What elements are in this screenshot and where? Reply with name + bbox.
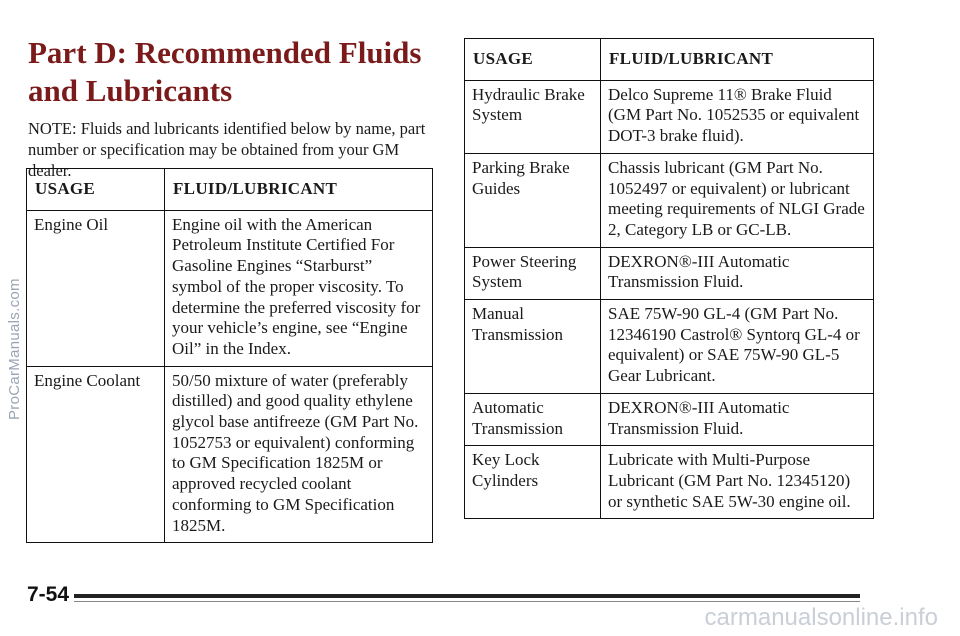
- fluids-table-left: [26, 168, 433, 543]
- fluid-cell: Delco Supreme 11® Brake Fluid (GM Part No. 1052535 or equivalent DOT-3 brake fluid).: [601, 80, 874, 153]
- footer-rule-thin: [74, 601, 860, 602]
- fluid-header: FLUID/LUBRICANT: [601, 39, 874, 81]
- page-number: 7-54: [27, 583, 70, 606]
- table-row: [27, 366, 433, 543]
- usage-cell: Engine Oil: [27, 210, 165, 366]
- fluid-cell: Lubricate with Multi-Purpose Lubricant (GM Part No. 12345120) or synthetic SAE 5W-30 engine oil.: [601, 446, 874, 519]
- fluids-table-right: [464, 38, 874, 519]
- table-row: [27, 210, 433, 366]
- note-text: NOTE: Fluids and lubricants identified below by name, part number or specification may be obtained from your GM dealer.: [28, 119, 426, 180]
- table-row: [465, 446, 874, 519]
- usage-cell: Parking Brake Guides: [465, 153, 601, 247]
- usage-cell: Automatic Transmission: [465, 393, 601, 445]
- page-title: Part D: Recommended Fluids and Lubricants: [28, 35, 422, 108]
- table-header-row: [465, 39, 874, 81]
- table-header-row: [27, 169, 433, 211]
- usage-cell: Power Steering System: [465, 247, 601, 299]
- usage-header: USAGE: [27, 169, 165, 211]
- table-row: [465, 393, 874, 445]
- table-row: [465, 153, 874, 247]
- table-row: [465, 80, 874, 153]
- side-watermark: ProCarManuals.com: [6, 278, 23, 420]
- usage-cell: Manual Transmission: [465, 300, 601, 394]
- bottom-watermark: carmanualsonline.info: [704, 604, 938, 631]
- fluid-cell: DEXRON®-III Automatic Transmission Fluid.: [601, 247, 874, 299]
- fluid-header: FLUID/LUBRICANT: [165, 169, 433, 211]
- table-row: [465, 300, 874, 394]
- fluid-cell: Engine oil with the American Petroleum Institute Certified For Gasoline Engines “Starburst” symbol of the proper viscosity. To determine the preferred viscosity for your vehicle’s engine, see “Engine Oil” in the Index.: [165, 210, 433, 366]
- fluid-cell: 50/50 mixture of water (preferably distilled) and good quality ethylene glycol base antifreeze (GM Part No. 1052753 or equivalent) conforming to GM Specification 1825M or approved recycled coolant conforming to GM Specification 1825M.: [165, 366, 433, 543]
- fluid-cell: Chassis lubricant (GM Part No. 1052497 or equivalent) or lubricant meeting requirements of NLGI Grade 2, Category LB or GC-LB.: [601, 153, 874, 247]
- usage-cell: Key Lock Cylinders: [465, 446, 601, 519]
- usage-header: USAGE: [465, 39, 601, 81]
- fluid-cell: SAE 75W-90 GL-4 (GM Part No. 12346190 Castrol® Syntorq GL-4 or equivalent) or SAE 75W-90 GL-5 Gear Lubricant.: [601, 300, 874, 394]
- footer-rule: [74, 594, 860, 598]
- fluid-cell: DEXRON®-III Automatic Transmission Fluid.: [601, 393, 874, 445]
- usage-cell: Engine Coolant: [27, 366, 165, 543]
- usage-cell: Hydraulic Brake System: [465, 80, 601, 153]
- table-row: [465, 247, 874, 299]
